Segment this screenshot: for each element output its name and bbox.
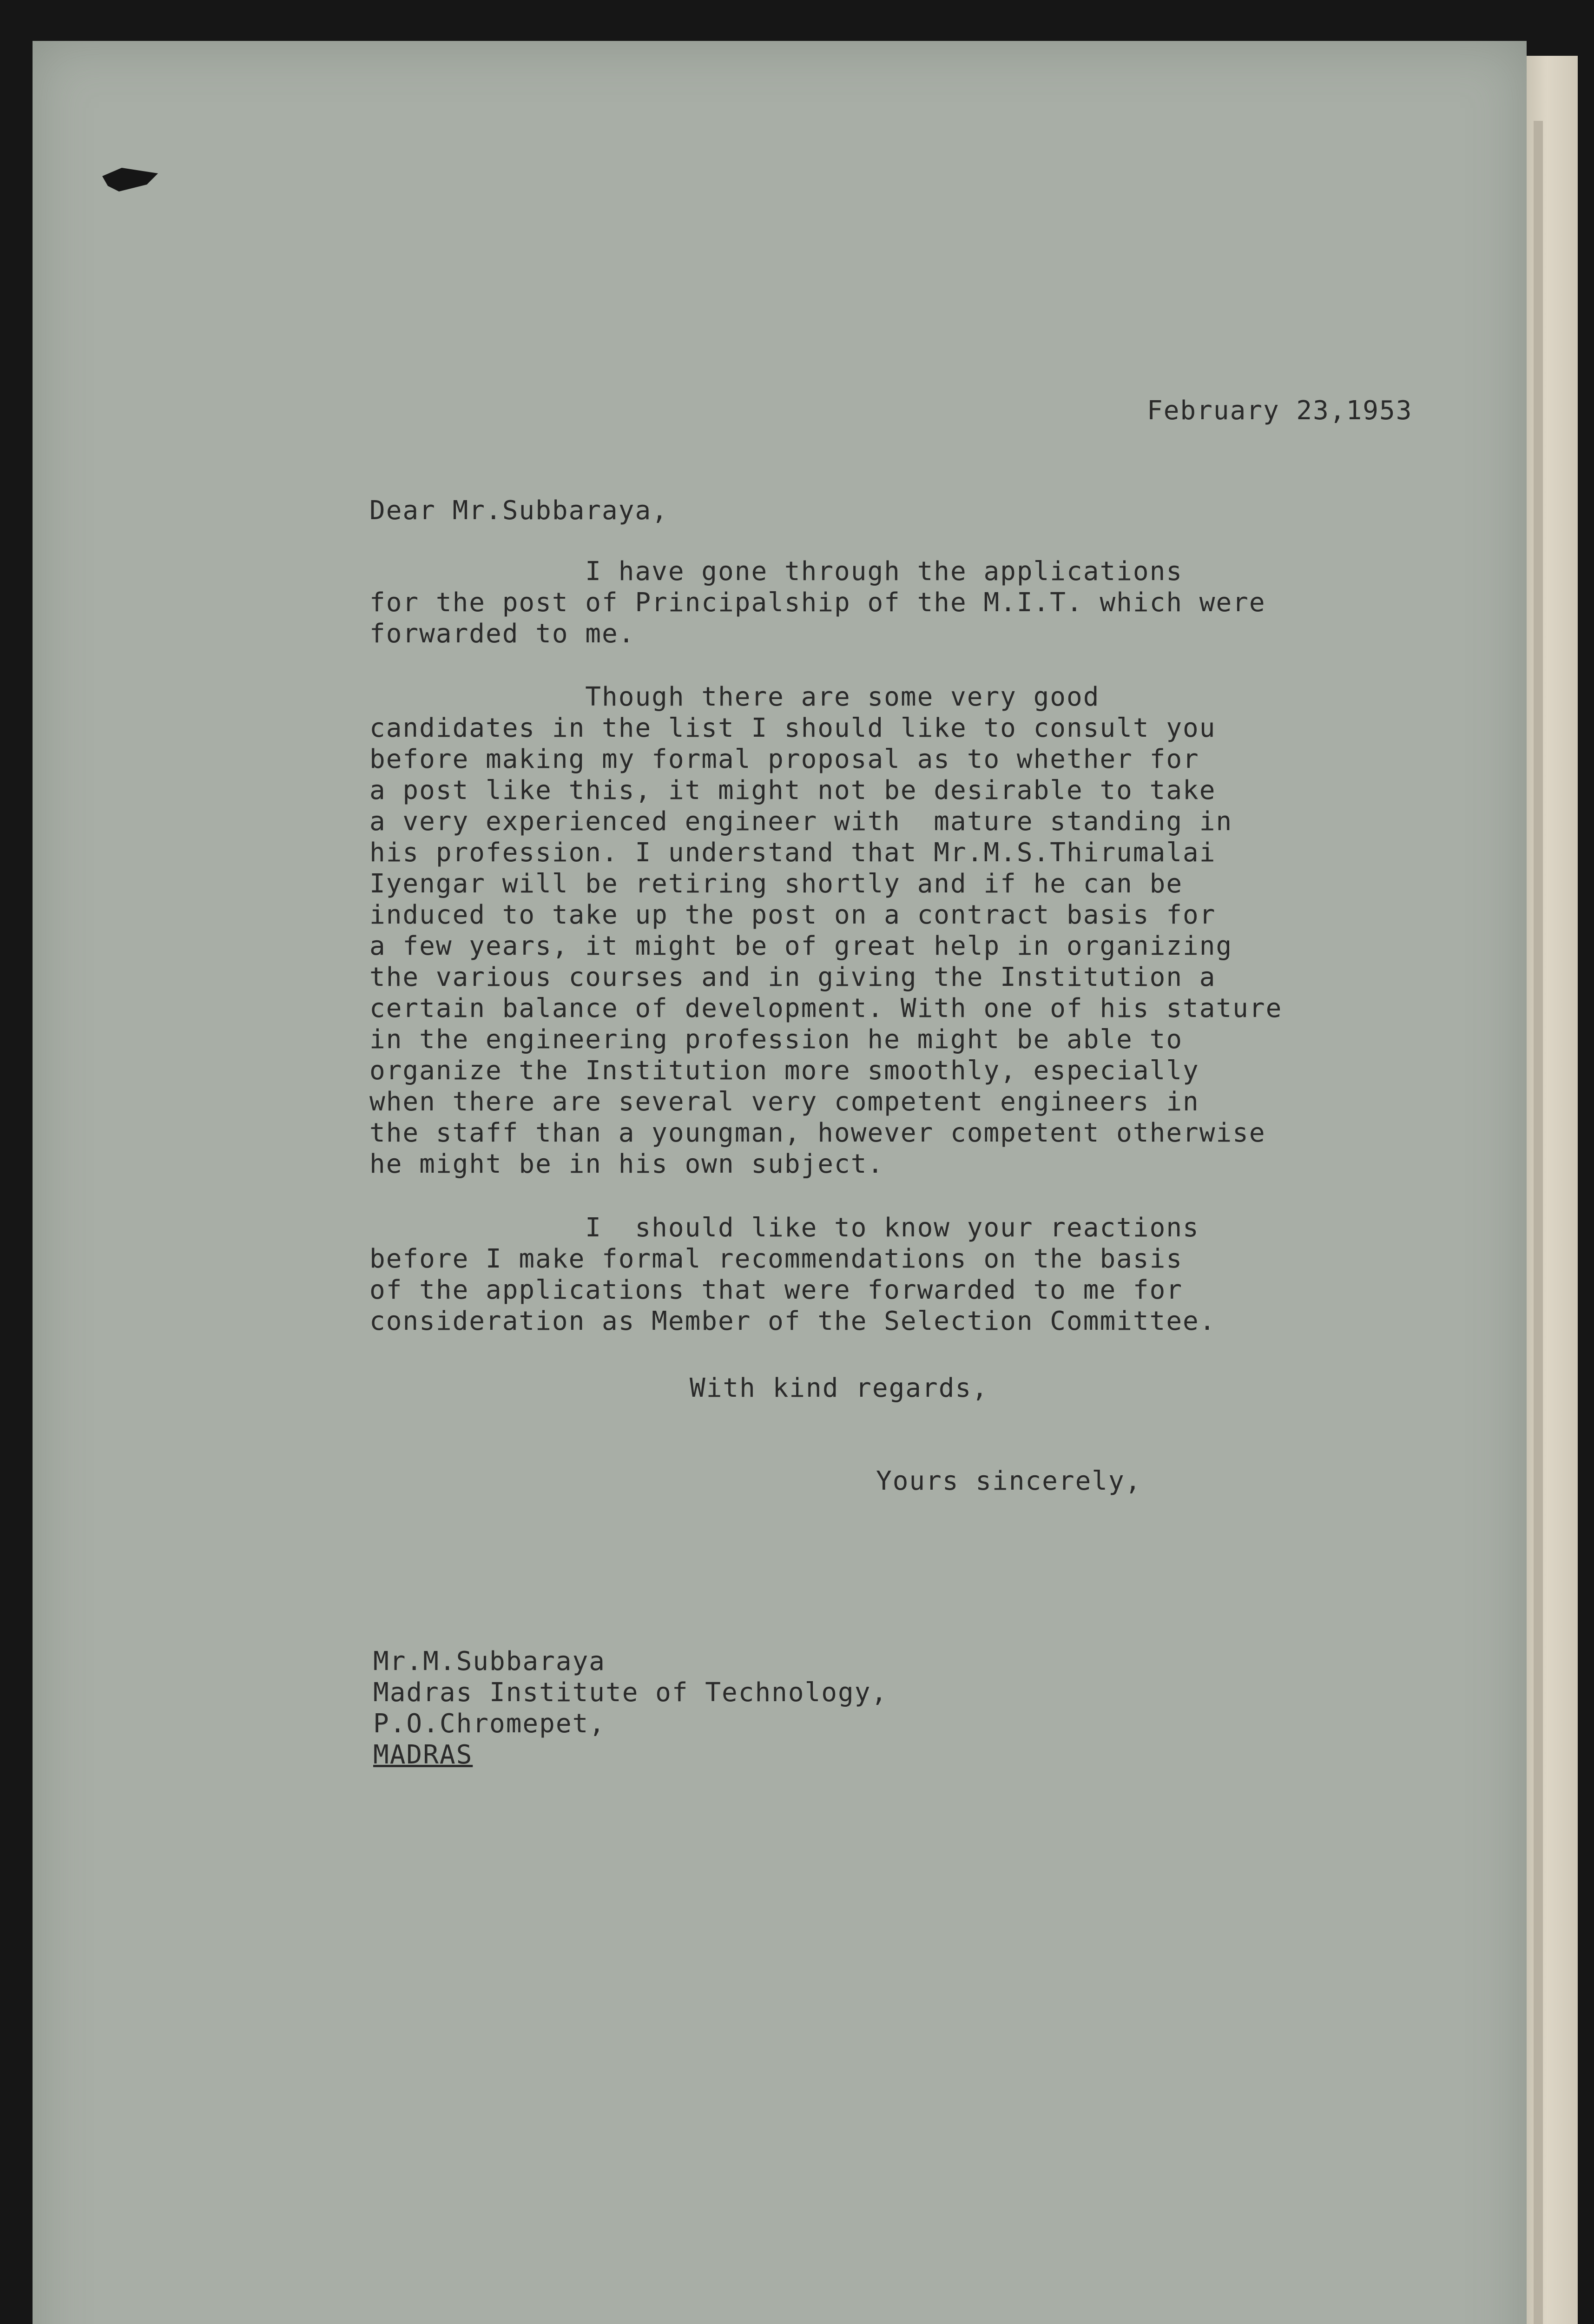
paragraph-line: candidates in the list I should like to consult you xyxy=(369,713,1216,743)
paragraph-3 xyxy=(369,1212,1216,1337)
paragraph-line: the staff than a youngman, however competent otherwise xyxy=(369,1118,1266,1148)
paragraph-line: for the post of Principalship of the M.I.T. which were xyxy=(369,588,1266,618)
paragraph-line: before I make formal recommendations on the basis xyxy=(369,1244,1183,1274)
paragraph-2 xyxy=(369,681,1282,1180)
recipient-city: MADRAS xyxy=(373,1740,473,1770)
paragraph-line: Iyengar will be retiring shortly and if he can be xyxy=(369,869,1183,899)
paragraph-line: I should like to know your reactions xyxy=(369,1213,1199,1243)
paragraph-line: the various courses and in giving the Institution a xyxy=(369,962,1216,992)
paragraph-line: of the applications that were forwarded to me for xyxy=(369,1275,1183,1305)
paragraph-line: he might be in his own subject. xyxy=(369,1149,884,1179)
letter-paper xyxy=(33,41,1527,2324)
recipient-address xyxy=(373,1646,888,1770)
letter-date: February 23,1953 xyxy=(1147,396,1413,426)
recipient-name: Mr.M.Subbaraya xyxy=(373,1646,606,1677)
paragraph-line: consideration as Member of the Selection Committee. xyxy=(369,1306,1216,1336)
paragraph-line: forwarded to me. xyxy=(369,619,635,649)
paragraph-line: organize the Institution more smoothly, especially xyxy=(369,1056,1199,1086)
paragraph-line: in the engineering profession he might be able to xyxy=(369,1024,1183,1055)
paragraph-line: before making my formal proposal as to whether for xyxy=(369,744,1199,774)
recipient-post-office: P.O.Chromepet, xyxy=(373,1709,606,1739)
paragraph-line: Though there are some very good xyxy=(369,682,1100,712)
paragraph-line: induced to take up the post on a contract basis for xyxy=(369,900,1216,930)
paragraph-line: I have gone through the applications xyxy=(369,556,1183,587)
paragraph-line: a post like this, it might not be desirable to take xyxy=(369,775,1216,805)
recipient-institution: Madras Institute of Technology, xyxy=(373,1677,888,1708)
paragraph-line: when there are several very competent engineers in xyxy=(369,1087,1199,1117)
paragraph-1 xyxy=(369,556,1266,649)
paragraph-line: his profession. I understand that Mr.M.S.Thirumalai xyxy=(369,838,1216,868)
paper-fold xyxy=(1534,121,1543,2324)
paragraph-line: a very experienced engineer with mature standing in xyxy=(369,806,1233,837)
closing: With kind regards, xyxy=(690,1373,988,1403)
sign-off: Yours sincerely, xyxy=(876,1466,1142,1496)
salutation: Dear Mr.Subbaraya, xyxy=(369,495,668,526)
paragraph-line: certain balance of development. With one of his stature xyxy=(369,993,1283,1023)
paragraph-line: a few years, it might be of great help in organizing xyxy=(369,931,1233,961)
